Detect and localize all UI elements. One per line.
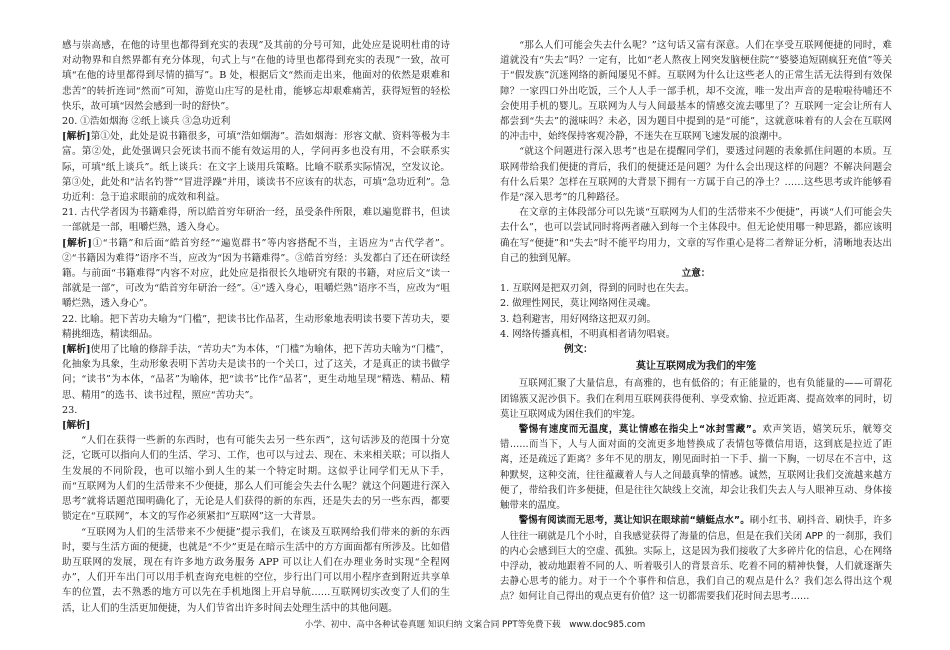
question-22-answer: 22. 比喻。把下苦功夫喻为“门槛”，把读书比作品茗，生动形象地表明读书要下苦功夫，要精挑细选，精读细品。 bbox=[62, 313, 450, 340]
essay-point-text: 欢声笑语，嬉笑玩乐，觥筹交错……而当下，人与人面对面的交流更多地替换成了表情包等微信用语，这到底是拉近了距离，还是疏远了距离？多年不见的朋友，刚见面时拍一下手、揣一下胸，一切尽在不言中，这种默契，这种交流，往往蕴藏着人与人之间最真挚的情感。诚然，互联网让我们交流越来越方便了，带给我们许多便捷，但是往往欠缺线上交流，却会让我们失去人与人眼神互动、身体接触带来的温度。 bbox=[500, 424, 892, 512]
question-23-analysis-tag: [解析] bbox=[62, 420, 91, 432]
essay-title: 莫让互联网成为我们的牢笼 bbox=[636, 361, 756, 373]
theme-item: 4. 网络传播真相，不明真相者请勿唱衰。 bbox=[500, 328, 676, 340]
analysis-tag: [解析] bbox=[62, 131, 91, 143]
paragraph-continued: 感与崇高感，在他的诗里也都得到充实的表现”及其前的分号可知，此处应是说明杜甫的诗对动物界和自然界都有充分体现，句式上与“在他的诗里也都得到充实的表现”一致，故可填“在他的诗里都得到尽情的描写”。B 处，根据后文“然而走出来，他面对的依然是艰难和悲苦”的转折连词“然而”可知，游览山庄写的是杜甫，能够忘却艰难痛苦，获得短暂的轻松快乐，故可填“因然会感到一时的舒快”。 bbox=[62, 40, 450, 112]
essay-paragraph bbox=[500, 422, 892, 513]
question-20-answer: 20. ①浩如烟海 ②纸上谈兵 ③急功近利 bbox=[62, 116, 231, 128]
question-23-paragraph: “互联网为人们的生活带来不少便捷”提示我们，在谈及互联网给我们带来的新的东西时，要与生活方面的便捷，也就是“不少”更是在暗示生活中的方方面面都有所涉及。比如借助互联网的发展，现在有许多地方政务服务 APP 可以让人们在办理业务时实现“全程网办”，人们开车出门可以用手机查询充电桩的空位，步行出门可以用小程序查到附近共享单车的位置，去不熟悉的地方可以先在手机地图上开启导航……互联网切实改变了人们的生活，让人们的生活更加便捷，为人们节省出许多时间去处理生活中的其他问题。 bbox=[62, 526, 450, 614]
analysis-tag: [解析] bbox=[62, 237, 92, 249]
analysis-tag: [解析] bbox=[62, 344, 91, 356]
analysis-paragraph: “就这个问题进行深入思考”也是在提醒同学们，要透过问题的表象抓住问题的本质。互联网带给我们便捷的背后，我们的便捷还是问题？为什么会出现这样的问题？不解决问题会有什么后果？怎样在互联网的大背景下拥有一方属于自己的净土？……这些思考或许能够看作是“深入思考”的几种路径。 bbox=[500, 146, 892, 204]
question-22-analysis bbox=[62, 342, 450, 403]
question-21-answer: 21. 古代学者因为书籍难得，所以皓首穷年研治一经，虽受条件所限，难以遍览群书，但读一部就是一部，咀嚼烂熟，透入身心。 bbox=[62, 207, 450, 234]
question-23-number: 23. bbox=[62, 404, 78, 416]
essay-point-heading: 警惕有速度而无温度，莫让情感在指尖上“冰封雪藏”。 bbox=[518, 424, 763, 436]
analysis-text: ①“书籍”和后面“皓首穷经”“遍览群书”等内容搭配不当，主语应为“古代学者”。②“书籍因为难得”语序不当，应改为“因为书籍难得”。③皓首穷经：头发都白了还在研读经籍。与前面“书籍难得”内容不对应，此处应是指很长久地研究有限的书籍，对应后文“读一部就是一部”，可改为“皓首穷年研治一经”。④“透入身心，咀嚼烂熟”语序不当，应改为“咀嚼烂熟，透入身心”。 bbox=[62, 237, 450, 310]
right-column bbox=[500, 38, 892, 605]
essay-paragraph bbox=[500, 513, 892, 604]
analysis-text: 第①处，此处是说书籍很多，可填“浩如烟海”。浩如烟海：形容文献、资料等极为丰富。第②处，此处强调只会死读书而不能有效运用的人，学问再多也没有用，不会联系实际，可填“纸上谈兵”。纸上谈兵：在文字上谈用兵策略。比喻不联系实际情况，空发议论。第③处，此处和“沽名钓誉”“冒进浮躁”并用，谈读书不应该有的状态，可填“急功近利”。急功近利：急于追求眼前的成效和利益。 bbox=[62, 131, 450, 204]
theme-item: 2. 做理性网民，莫让网络网住灵魂。 bbox=[500, 298, 657, 310]
example-label: 例文： bbox=[564, 344, 593, 356]
essay-paragraph: 互联网汇聚了大量信息，有高雅的，也有低俗的；有正能量的，也有负能量的——可谓花团锦簇又泥沙俱下。我们在利用互联网获得便利、享受欢愉、拉近距离、提高效率的同时，切莫让互联网成为困住我们的牢笼。 bbox=[500, 378, 892, 420]
page-footer: 小学、初中、高中各种试卷真题 知识归纳 文案合同 PPT等免费下载 www.doc985.com bbox=[304, 620, 646, 630]
essay-point-heading: 警惕有阅读而无思考，莫让知识在眼球前“蜻蜓点水”。 bbox=[518, 515, 750, 527]
theme-heading: 立意： bbox=[681, 268, 711, 280]
left-column bbox=[62, 38, 450, 616]
question-20-analysis bbox=[62, 129, 450, 205]
theme-item: 1. 互联网是把双刃剑，得到的同时也在失去。 bbox=[500, 283, 695, 295]
analysis-paragraph: 在文章的主体段部分可以先谈“互联网为人们的生活带来不少便捷”，再谈“人们可能会失去什么”，也可以尝试同时将两者融入到每一个主体段中。但无论使用哪一种思路，都应该明确在写“便捷”和“失去”时不能平均用力，文章的写作重心是将二者辩证分析，清晰地表达出自己的独到见解。 bbox=[500, 207, 892, 264]
essay-point-text: 刷小红书、刷抖音、刷快手，许多人往往一刷就是几个小时，自我感觉获得了海量的信息，但是在我们关闭 APP 的一刹那，我们的内心会感到巨大的空虚、孤独。实际上，这是因为我们接收了大多碎片化的信息，心在网络中浮动，被动地跟着不同的人、听着吸引人的背景音乐、吃着不同的精神快餐，人们就逐渐失去静心思考的能力。对于一个个事件和信息，我们自己的观点是什么？我们怎么得出这个观点？如何让自己得出的观点更有价值？这一切都需要我们花时间去思考…… bbox=[500, 515, 892, 603]
example-essay bbox=[500, 376, 892, 604]
question-23-paragraph: “人们在获得一些新的东西时，也有可能失去另一些东西”，这句话涉及的范围十分宽泛，它既可以指向人们的生活、学习、工作，也可以与过去、现在、未来相关联；可以指人生发展的不同阶段，也可以缩小到人生的某一个特定时期。这似乎让同学们无从下手，而“互联网为人们的生活带来不少便捷，那么人们可能会失去什么呢？就这个问题进行深入思考”就将话题范围明确化了，无论是人们获得的新的东西，还是失去的另一些东西，都要锁定在“互联网”，本文的写作必须紧扣“互联网”这一大背景。 bbox=[62, 435, 450, 523]
analysis-text: 使用了比喻的修辞手法，“苦功夫”为本体，“门槛”为喻体，把下苦功夫喻为“门槛”，化抽象为具象，生动形象表明下苦功夫是读书的一个关口，过了这关，才是真正的读书做学问；“读书”为本体，“品茗”为喻体，把“读书”比作“品茗”，更生动地呈现“精选、精品、精思、精用”的选书、读书过程，照应“苦功夫”。 bbox=[62, 344, 450, 401]
theme-item: 3. 趋利避害，用好网络这把双刃剑。 bbox=[500, 313, 657, 325]
analysis-paragraph: “那么人们可能会失去什么呢？”这句话又富有深意。人们在享受互联网便捷的同时，难道就没有“失去”吗？一定有，比如“老人熬夜上网突发脑梗住院”“婆婆追短剧疯狂充值”等关于“假发族”沉迷网络的新闻屡见不鲜。互联网为什么让这些老人的正常生活无法得到有效保障？一家四口外出吃饭，三个人人手一部手机，却不交流，唯一发出声音的是啦啦待哺还不会使用手机的婴儿。互联网为人与人间最基本的情感交流去哪里了？互联网一定会让所有人都尝到“失去”的滋味吗？未必，因为题目中提到的是“可能”，这就意味着有的人会在互联网的冲击中，始终保持客观冷静，不迷失在互联网飞速发展的浪潮中。 bbox=[500, 40, 892, 143]
question-21-analysis bbox=[62, 236, 450, 312]
